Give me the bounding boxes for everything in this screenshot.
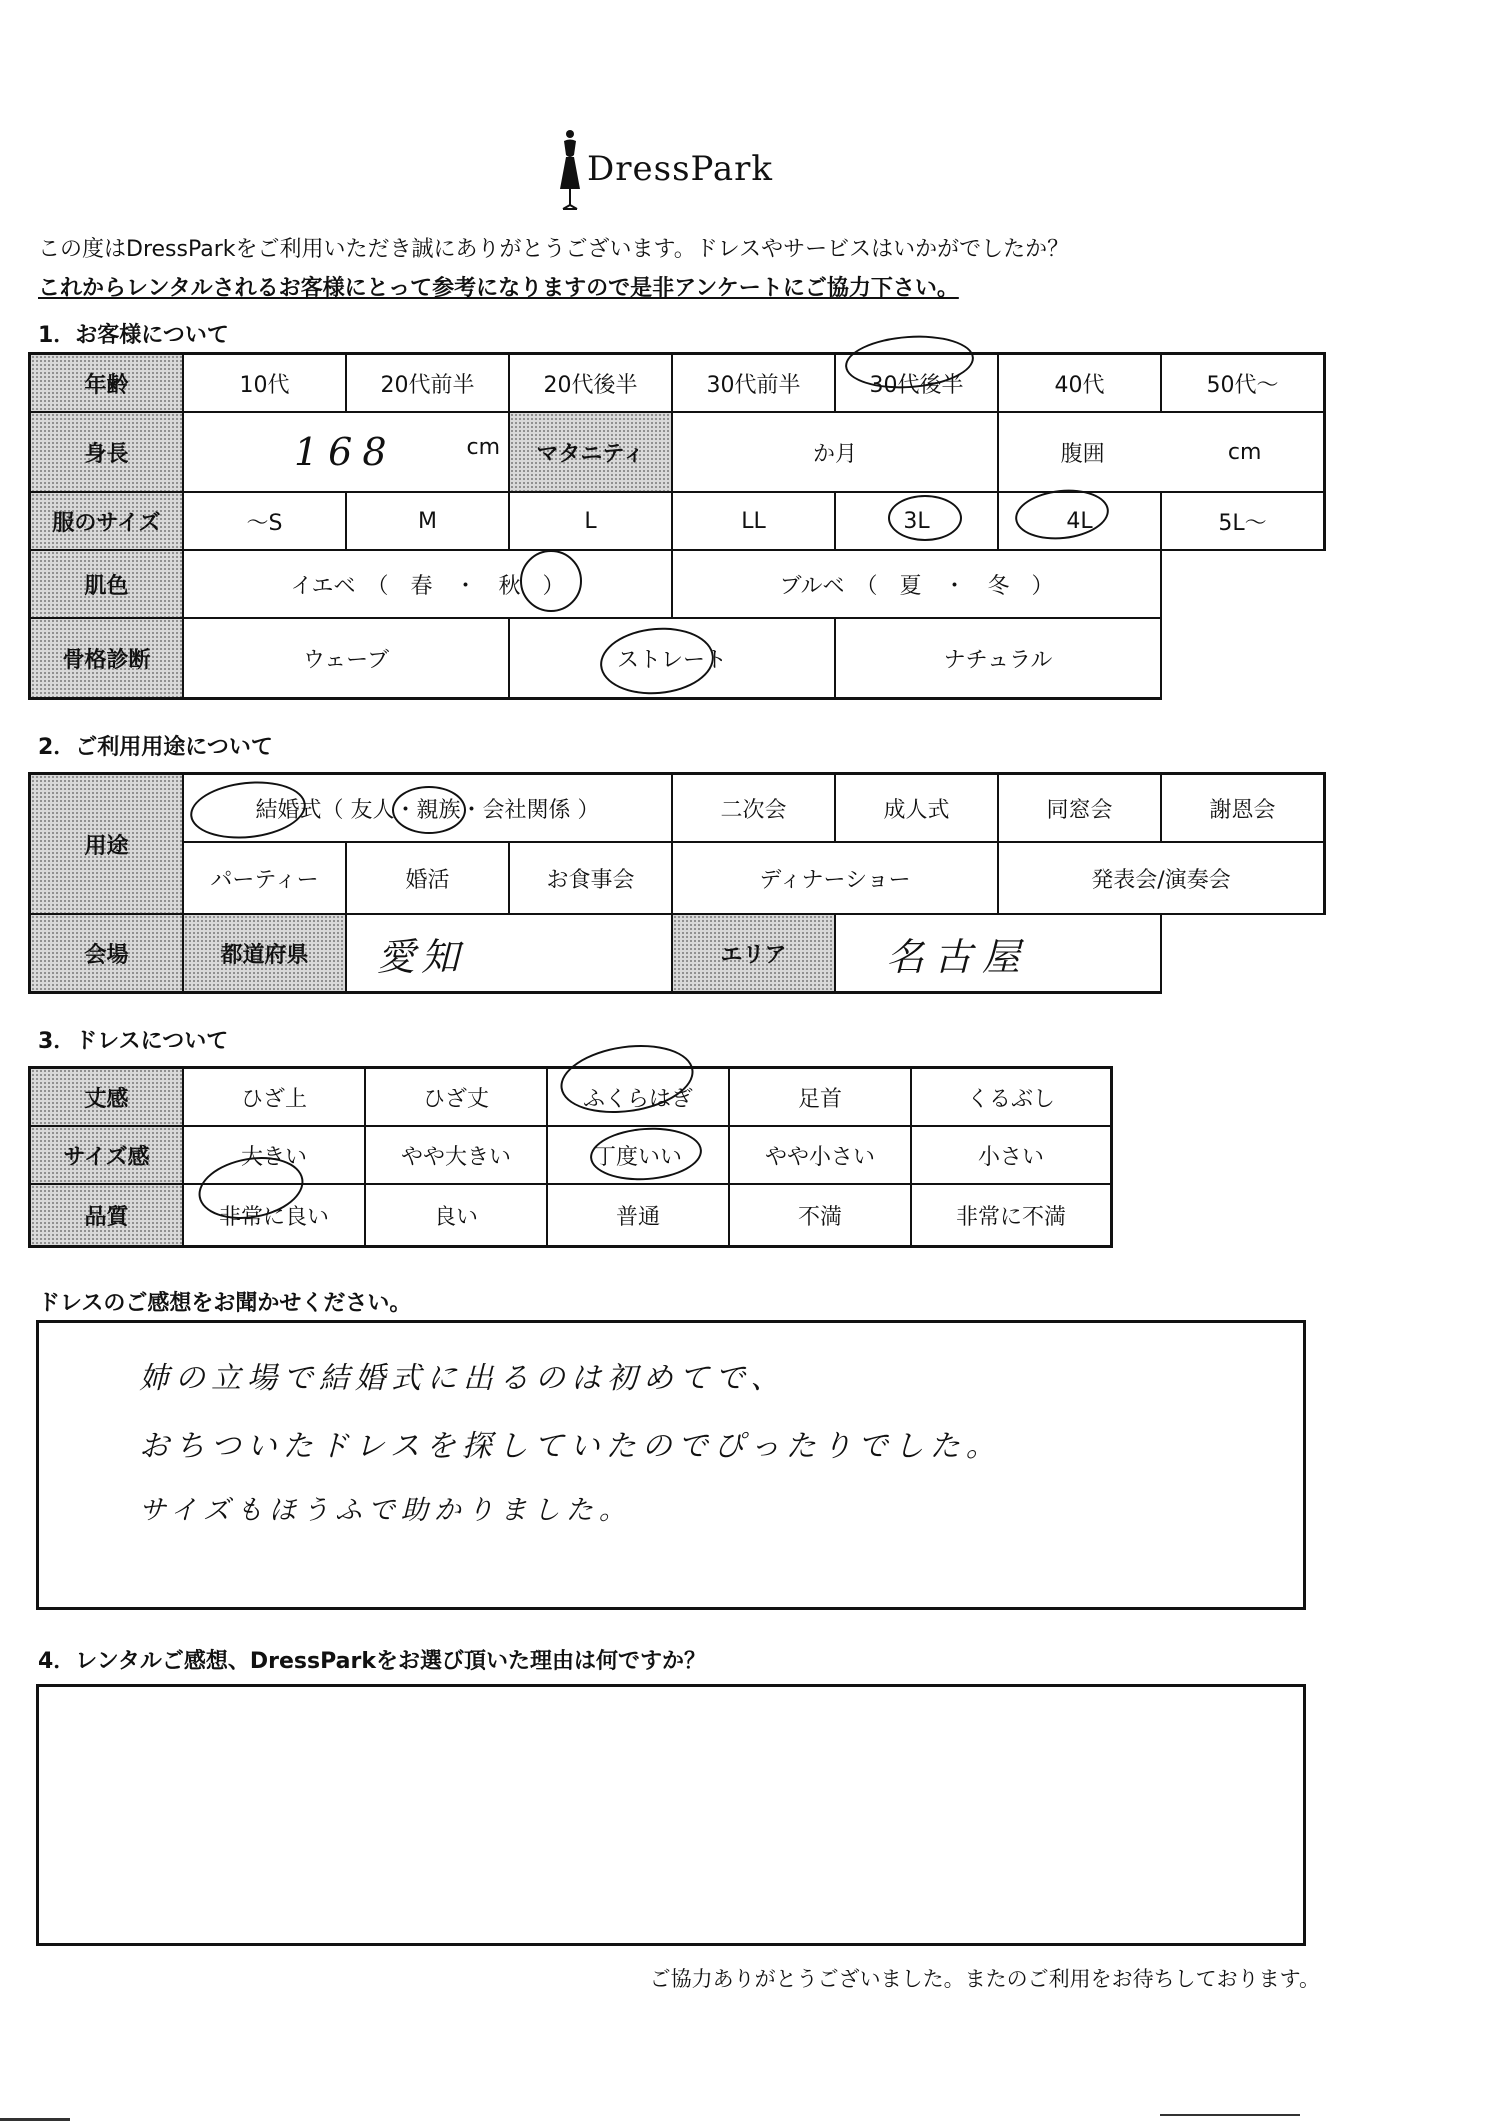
area-value: 名古屋 <box>886 934 1031 979</box>
area-field[interactable] <box>836 915 1162 991</box>
skin-yellow-option[interactable]: イエベ （ 春 ・ 秋 ） <box>184 551 673 619</box>
size-label: 服のサイズ <box>31 493 184 551</box>
age-option[interactable]: 30代後半 <box>836 355 999 413</box>
purpose-option[interactable]: 同窓会 <box>999 775 1162 843</box>
size-option[interactable]: LL <box>673 493 836 551</box>
frame-option[interactable]: ウェーブ <box>184 619 510 697</box>
maternity-label: マタニティ <box>510 413 673 493</box>
frame-option[interactable]: ナチュラル <box>836 619 1162 697</box>
comment-line: サイズもほうふで助かりました。 <box>139 1495 632 1526</box>
height-unit: cm <box>466 435 500 460</box>
purpose-option[interactable]: 謝恩会 <box>1162 775 1323 843</box>
age-option[interactable]: 40代 <box>999 355 1162 413</box>
fit-option[interactable]: やや小さい <box>730 1127 912 1185</box>
comment-prompt: ドレスのご感想をお聞かせください。 <box>38 1291 412 1316</box>
waist-unit: cm <box>1227 439 1262 465</box>
section2-title: 2．ご利用用途について <box>38 735 273 760</box>
maternity-months-field[interactable] <box>673 413 999 493</box>
area-label: エリア <box>673 915 836 991</box>
purpose-option[interactable]: パーティー <box>184 843 347 915</box>
quality-option[interactable]: 非常に不満 <box>955 1204 1066 1230</box>
waist-field[interactable] <box>999 413 1323 493</box>
comment-line: 姉の立場で結婚式に出るのは初めてで、 <box>139 1361 787 1396</box>
fit-option[interactable]: 小さい <box>912 1127 1110 1185</box>
scan-artifact <box>0 2118 70 2121</box>
size-option[interactable]: M <box>347 493 510 551</box>
purpose-table <box>28 772 1326 994</box>
length-option[interactable]: ひざ丈 <box>366 1069 548 1127</box>
purpose-option[interactable]: 成人式 <box>836 775 999 843</box>
prefecture-field[interactable] <box>347 915 673 991</box>
section4-title: 4．レンタルご感想、DressParkをお選び頂いた理由は何ですか？ <box>38 1649 706 1674</box>
fit-label: サイズ感 <box>31 1127 184 1185</box>
size-option[interactable]: ～S <box>184 493 347 551</box>
age-option[interactable]: 30代前半 <box>673 355 836 413</box>
age-option[interactable]: 10代 <box>184 355 347 413</box>
skin-blue-option[interactable]: ブルベ （ 夏 ・ 冬 ） <box>673 551 1162 619</box>
brand-name: DressPark <box>587 149 774 189</box>
purpose-option[interactable]: ディナーショー <box>673 843 999 915</box>
length-option[interactable]: ふくらはぎ <box>548 1069 730 1127</box>
purpose-option[interactable]: 二次会 <box>673 775 836 843</box>
dress-form-icon <box>555 129 585 211</box>
fit-option[interactable]: 丁度いい <box>548 1127 730 1185</box>
purpose-option[interactable]: 婚活 <box>347 843 510 915</box>
quality-option[interactable]: 非常に良い <box>184 1185 366 1245</box>
purpose-label: 用途 <box>31 775 184 915</box>
venue-label: 会場 <box>31 915 184 991</box>
months-unit: か月 <box>812 441 857 467</box>
waist-label: 腹囲 <box>1060 441 1105 467</box>
intro-request: これからレンタルされるお客様にとって参考になりますので是非アンケートにご協力下さい。 <box>38 276 959 301</box>
height-label: 身長 <box>31 413 184 493</box>
fit-option[interactable]: やや大きい <box>366 1127 548 1185</box>
age-option[interactable]: 50代～ <box>1162 355 1323 413</box>
quality-label: 品質 <box>31 1185 184 1245</box>
scan-artifact <box>1160 2114 1300 2116</box>
age-option[interactable]: 20代後半 <box>510 355 673 413</box>
quality-option[interactable]: 良い <box>366 1185 548 1245</box>
quality-option[interactable]: 普通 <box>548 1185 730 1245</box>
table-gap <box>1162 915 1330 994</box>
section3-title: 3．ドレスについて <box>38 1029 229 1054</box>
age-option[interactable]: 20代前半 <box>347 355 510 413</box>
quality-option[interactable]: 不満 <box>730 1185 912 1245</box>
intro-text: この度はDressParkをご利用いただき誠にありがとうございます。ドレスやサービスはいかがでしたか？ <box>38 237 1070 262</box>
reason-comment-box[interactable] <box>36 1684 1306 1946</box>
table-gap <box>1162 551 1330 700</box>
comment-line: おちついたドレスを探していたのでぴったりでした。 <box>139 1429 1002 1464</box>
brand-logo <box>555 125 795 215</box>
purpose-option[interactable]: お食事会 <box>510 843 673 915</box>
purpose-option[interactable]: 発表会/演奏会 <box>999 843 1323 915</box>
height-field[interactable] <box>184 413 510 493</box>
wedding-option[interactable]: 結婚式（ 友人・親族・会社関係 ） <box>184 775 673 843</box>
customer-table <box>28 352 1326 700</box>
frame-option[interactable]: ストレート <box>510 619 836 697</box>
section1-title: 1．お客様について <box>38 323 229 348</box>
length-option[interactable]: ひざ上 <box>184 1069 366 1127</box>
fit-option[interactable]: 大きい <box>184 1127 366 1185</box>
size-option[interactable]: 4L <box>999 493 1162 551</box>
size-option[interactable]: 3L <box>836 493 999 551</box>
dress-table <box>28 1066 1113 1248</box>
prefecture-label: 都道府県 <box>184 915 347 991</box>
height-value: 168 <box>294 430 397 474</box>
dress-comment-box[interactable] <box>36 1320 1306 1610</box>
length-label: 丈感 <box>31 1069 184 1127</box>
age-label: 年齢 <box>31 355 184 413</box>
skin-label: 肌色 <box>31 551 184 619</box>
size-option[interactable]: L <box>510 493 673 551</box>
length-option[interactable]: くるぶし <box>912 1069 1110 1127</box>
footer-thanks: ご協力ありがとうございました。またのご利用をお待ちしております。 <box>649 1967 1320 1991</box>
prefecture-value: 愛知 <box>377 934 466 979</box>
frame-label: 骨格診断 <box>31 619 184 697</box>
size-option[interactable]: 5L～ <box>1162 493 1323 551</box>
length-option[interactable]: 足首 <box>730 1069 912 1127</box>
